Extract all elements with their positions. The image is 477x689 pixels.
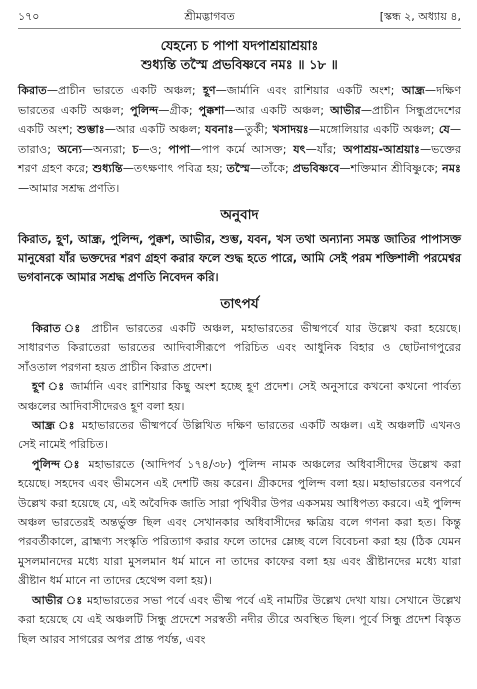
synonym-term: পুলিন্দ bbox=[130, 103, 159, 117]
purport-paragraph bbox=[18, 416, 461, 455]
purport-body bbox=[18, 319, 461, 649]
synonym-term: যৎ bbox=[293, 142, 306, 156]
synonym-term: যবনাঃ bbox=[205, 123, 234, 136]
synonym-meaning: —গ্রীক; bbox=[158, 103, 199, 117]
synonym-term: কিরাত bbox=[18, 84, 47, 97]
purport-paragraph bbox=[18, 377, 461, 416]
purport-text: জার্মানি এবং রাশিয়ার কিছু অংশ হচ্ছে হূণ প্রদেশ। সেই অনুসারে কখনো কখনো পার্বত্য অঞ্চলের আদিবাসীদেরও হূণ বলা হয়। bbox=[18, 380, 461, 413]
word-meanings bbox=[18, 81, 461, 198]
synonym-meaning: —প্রাচীন সিন্ধুপ্রদেশের একটি অংশ; bbox=[18, 103, 462, 136]
purport-paragraph bbox=[18, 319, 461, 377]
synonym-term: অপাশ্রয়-আশ্রয়াঃ bbox=[343, 142, 420, 156]
synonym-meaning: —শক্তিমান শ্রীবিষ্ণুকে; bbox=[339, 162, 443, 175]
synonym-term: আভীর bbox=[330, 103, 361, 117]
book-title: শ্রীমদ্ভাগবত bbox=[184, 10, 235, 23]
verse-line-2: শুধ্যন্তি তস্মৈ প্রভবিষ্ণবে নমঃ ॥ ১৮ ॥ bbox=[141, 58, 338, 73]
synonym-term: যে bbox=[438, 123, 450, 136]
purport-text: প্রাচীন ভারতের একটি অঞ্চল, মহাভারতের ভীষ্মপর্বে যার উল্লেখ করা হয়েছে। সাধারণত কিরাতেরা ভারতের আদিবাসীরূপে পরিচিত এবং আধুনিক বিহার ও ছোটনাগপুরের সাঁওতাল পরগনা হয়ত প্রাচীন কিরাত প্রদেশ। bbox=[18, 322, 462, 374]
synonym-meaning: —প্রাচীন ভারতে একটি অঞ্চল; bbox=[46, 84, 204, 97]
synonym-meaning: —যাঁর; bbox=[305, 142, 344, 156]
synonym-meaning: —মঙ্গোলিয়ার একটি অঞ্চল; bbox=[308, 123, 439, 136]
synonym-meaning: —ও; bbox=[138, 142, 169, 156]
synonym-term: পাপা bbox=[168, 142, 191, 156]
synonym-term: তস্মৈ bbox=[226, 162, 250, 175]
purport-text: মহাভারতের ভীষ্মপর্বে উল্লিখিত দক্ষিণ ভারতের একটি অঞ্চল। এই অঞ্চলটি এখনও সেই নামেই পরিচিত। bbox=[18, 419, 461, 452]
synonym-meaning: —আমার সশ্রদ্ধ প্রণতি। bbox=[18, 181, 120, 195]
sanskrit-verse bbox=[18, 37, 461, 75]
synonym-meaning: —দক্ষিণ ভারতের একটি অঞ্চল; bbox=[18, 84, 461, 117]
synonym-term: হূণ bbox=[203, 84, 216, 97]
purport-text: মহাভারতের সভা পর্বে এবং ভীষ্ম পর্বে এই নামটির উল্লেখ দেখা যায়। সেখানে উল্লেখ করা হয়েছে যে এই অঞ্চলটি সিন্ধু প্রদেশে সরস্বতী নদীর তীরে অবস্থিত ছিল। পূর্বে সিন্ধু প্রদেশ বিস্তৃত ছিল আরব সাগরের অপর প্রান্ত পর্যন্ত, এবং bbox=[18, 593, 461, 646]
translation-text: কিরাত, হূণ, আন্ধ্র, পুলিন্দ, পুক্কশ, আভীর, শুম্ভ, যবন, খস তথা অন্যান্য সমস্ত জাতির পাপাসক্ত মানুষেরা যাঁর ভক্তদের শরণ গ্রহণ করার ফলে শুদ্ধ হতে পারে, আমি সেই পরম শক্তিশালী পরমেশ্বর ভগবানকে আমার সশ্রদ্ধ প্রণতি নিবেদন করি। bbox=[18, 232, 461, 284]
synonym-term: খসাদয়ঃ bbox=[272, 123, 309, 136]
synonym-term: পুক্কশা bbox=[198, 103, 225, 117]
synonym-meaning: —পাপ কর্মে আসক্ত; bbox=[190, 142, 294, 156]
synonym-term: আন্ধ্র bbox=[401, 84, 425, 97]
purport-term: কিরাত ঃ bbox=[32, 322, 85, 335]
purport-text: মহাভারতে (আদিপর্ব ১৭৪/৩৮) পুলিন্দ নামক অঞ্চলের অধিবাসীদের উল্লেখ করা হয়েছে। সহদেব এবং ভীমসেন এই দেশটি জয় করেন। গ্রীকদের পুলিন্দ বলা হয়। মহাভারতের বনপর্বে উল্লেখ করা হয়েছে যে, এই অবৈদিক জাতি সারা পৃথিবীর উপর একসময় আধিপত্য করবে। এই পুলিন্দ অঞ্চল ভারতেরই অন্তর্ভুক্ত ছিল এবং সেখানকার অধিবাসীদের ক্ষত্রিয় বলে গণনা করা হত। কিন্তু পরবর্তীকালে, ব্রাহ্মণ্য সংস্কৃতি পরিত্যাগ করার ফলে তাদের ম্লেচ্ছ বলে বিবেচনা করা হয় (ঠিক যেমন মুসলমানদের মধ্যে যারা মুসলমান ধর্ম মানে না তাদের কাফের বলা হয় এবং খ্রীষ্টানদের মধ্যে যারা খ্রীষ্টান ধর্ম মানে না তাদের হেথেন্স বলা হয়)। bbox=[18, 457, 461, 588]
synonym-meaning: —তাঁকে; bbox=[249, 162, 293, 175]
purport-term: হূণ ঃ bbox=[32, 380, 66, 394]
running-header bbox=[18, 8, 461, 29]
synonym-term: অন্যে bbox=[57, 142, 82, 156]
synonym-meaning: —আর একটি অঞ্চল; bbox=[104, 123, 206, 136]
synonym-term: চ bbox=[132, 142, 139, 156]
synonym-meaning: —ভক্তের শরণ গ্রহণ করে; bbox=[18, 142, 462, 175]
synonym-meaning: —আর একটি অঞ্চল; bbox=[224, 103, 331, 117]
page-number: ১৭০ bbox=[18, 10, 40, 23]
purport-term: আভীর ঃ bbox=[32, 593, 83, 607]
synonym-meaning: —জার্মানি এবং রাশিয়ার একটি অংশ; bbox=[215, 84, 402, 97]
synonym-term: শুম্ভাঃ bbox=[77, 123, 105, 136]
synonym-term: শুধ্যন্তি bbox=[92, 162, 123, 175]
purport-term: আন্ধ্র ঃ bbox=[32, 419, 77, 433]
synonym-meaning: —তারাও; bbox=[18, 123, 462, 156]
synonym-meaning: —তুর্কী; bbox=[233, 123, 273, 136]
synonym-term: প্রভবিষ্ণবে bbox=[292, 162, 340, 175]
purport-paragraph bbox=[18, 455, 461, 591]
purport-paragraph bbox=[18, 591, 461, 649]
verse-line-1: যেহন্যে চ পাপা যদপাশ্রয়াশ্রয়াঃ bbox=[160, 39, 319, 54]
translation-heading: অনুবাদ bbox=[220, 207, 259, 223]
chapter-reference: [স্কন্ধ ২, অধ্যায় ৪, bbox=[379, 10, 461, 23]
synonym-meaning: —অন্যরা; bbox=[81, 142, 133, 156]
purport-heading: তাৎপর্য bbox=[220, 296, 259, 312]
synonym-meaning: —তৎক্ষণাৎ পবিত্র হয়; bbox=[122, 162, 227, 175]
synonym-term: নমঃ bbox=[442, 162, 461, 175]
purport-term: পুলিন্দ ঃ bbox=[32, 457, 83, 471]
